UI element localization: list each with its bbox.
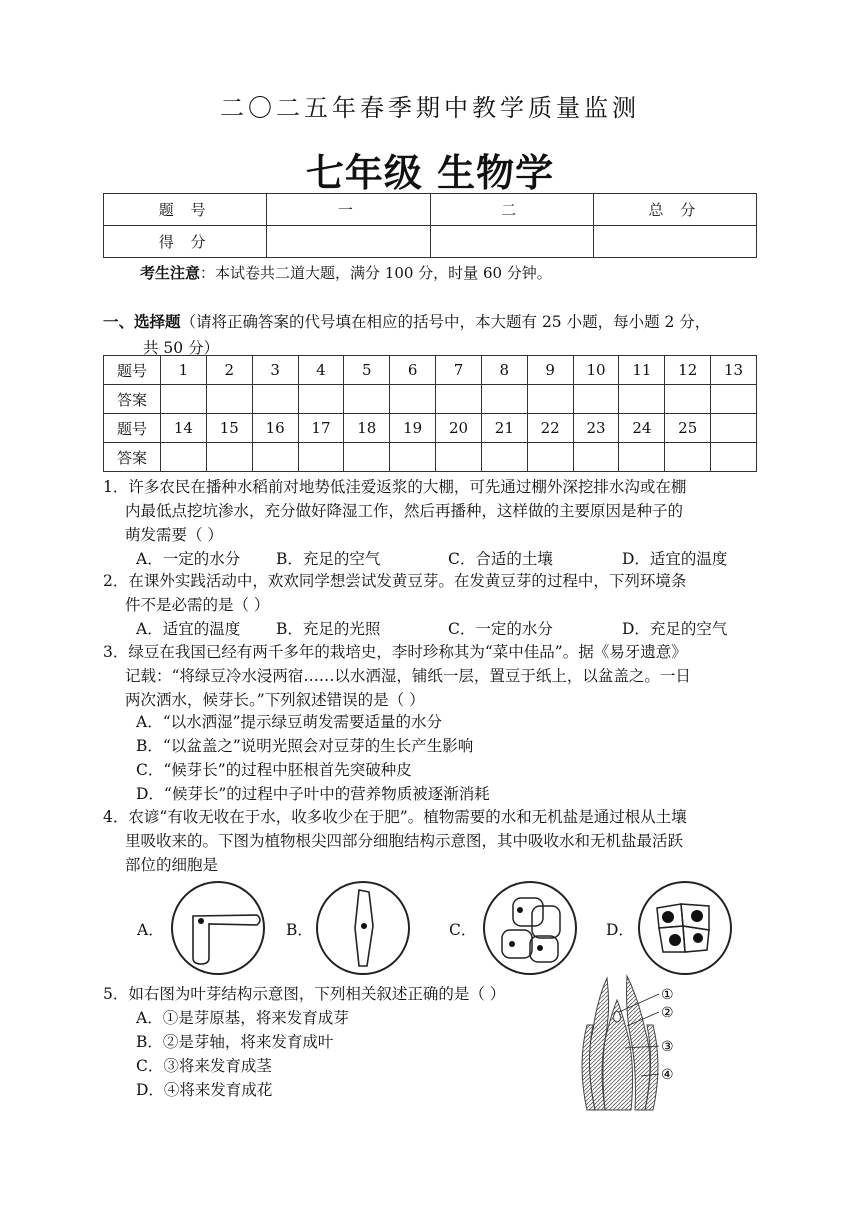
section-1-header (103, 309, 763, 361)
answer-cell (161, 443, 207, 472)
question-1 (103, 475, 763, 547)
q3-option-a: A．“以水洒湿”提示绿豆萌发需要适量的水分 (136, 713, 443, 731)
q1-line: 内最低点挖坑渗水，充分做好降湿工作，然后再播种，这样做的主要原因是种子的 (125, 502, 684, 520)
q1-option-c: C．合适的土壤 (448, 550, 553, 568)
question-number-cell: 7 (436, 356, 482, 385)
answer-cell (527, 443, 573, 472)
q4-figure-label-d: D． (606, 921, 634, 939)
question-number-cell: 17 (298, 414, 344, 443)
question-number-cell: 22 (527, 414, 573, 443)
root-hair-cell-figure (165, 878, 275, 978)
question-number-cell: 3 (252, 356, 298, 385)
section-instruction: （请将正确答案的代号填在相应的括号中，本大题有 25 小题，每小题 2 分， (180, 313, 711, 331)
q1-option-b: B．充足的空气 (276, 550, 381, 568)
answer-cell (711, 385, 757, 414)
answer-cell (573, 443, 619, 472)
question-number-cell (711, 414, 757, 443)
q2-option-b: B．充足的光照 (276, 620, 381, 638)
question-number-cell: 13 (711, 356, 757, 385)
question-number-cell: 11 (619, 356, 665, 385)
answer-cell (206, 443, 252, 472)
answer-table (103, 355, 757, 472)
section-heading: 一、选择题 (103, 313, 181, 331)
q4-line: 里吸收来的。下图为植物根尖四部分细胞结构示意图，其中吸收水和无机盐最活跃 (125, 832, 684, 850)
q1-options (136, 547, 756, 569)
score-cell (267, 226, 430, 258)
q5-option-c: C．③将来发育成茎 (136, 1057, 272, 1075)
candidate-notice (140, 262, 552, 283)
num-label: 题号 (104, 356, 161, 385)
answer-cell (527, 385, 573, 414)
question-number-cell: 21 (481, 414, 527, 443)
question-number-cell: 18 (344, 414, 390, 443)
score-header-cell: 一 (267, 194, 430, 226)
q1-line: 1．许多农民在播种水稻前对地势低洼爱返浆的大棚，可先通过棚外深挖排水沟或在棚 (103, 478, 687, 496)
q4-line: 部位的细胞是 (125, 856, 219, 874)
q1-option-d: D．适宜的温度 (622, 550, 728, 568)
exam-subtitle: 二〇二五年春季期中教学质量监测 (220, 94, 640, 122)
leaf-bud-figure (565, 970, 695, 1120)
question-4 (103, 805, 763, 877)
question-number-cell: 5 (344, 356, 390, 385)
bud-marker-2: ② (661, 1005, 674, 1021)
question-number-cell: 4 (298, 356, 344, 385)
bud-marker-3: ③ (661, 1039, 674, 1055)
answer-cell (344, 443, 390, 472)
answer-cell (206, 385, 252, 414)
q5-option-a: A．①是芽原基，将来发育成芽 (136, 1009, 349, 1027)
q2-option-a: A．适宜的温度 (136, 620, 241, 638)
q5-line: 5．如右图为叶芽结构示意图，下列相关叙述正确的是（ ） (103, 985, 506, 1003)
q3-option-c: C．“候芽长”的过程中胚根首先突破种皮 (136, 761, 412, 779)
meristem-cell-figure (480, 878, 580, 978)
answer-cell (252, 385, 298, 414)
q3-line: 记载：“将绿豆冷水浸两宿……以水洒湿，铺纸一层，置豆于纸上，以盆盖之。一日 (125, 667, 691, 685)
question-number-cell: 19 (390, 414, 436, 443)
answer-cell (161, 385, 207, 414)
question-number-cell: 20 (436, 414, 482, 443)
answer-cell (390, 385, 436, 414)
answer-cell (436, 443, 482, 472)
answer-label: 答案 (104, 385, 161, 414)
score-header-cell: 二 (430, 194, 593, 226)
root-cap-cell-figure (635, 878, 735, 978)
answer-cell (298, 443, 344, 472)
q2-option-c: C．一定的水分 (448, 620, 553, 638)
notice-label: 考生注意 (140, 264, 201, 282)
q3-option-d: D．“候芽长”的过程中子叶中的营养物质被逐渐消耗 (136, 785, 490, 803)
question-number-cell: 16 (252, 414, 298, 443)
q4-line: 4．农谚“有收无收在于水，收多收少在于肥”。植物需要的水和无机盐是通过根从土壤 (103, 808, 687, 826)
score-table (103, 193, 757, 258)
answer-cell (619, 443, 665, 472)
q2-options (136, 617, 756, 639)
answer-cell (252, 443, 298, 472)
section-instruction-cont: 共 50 分） (143, 339, 220, 357)
q3-options (136, 710, 490, 806)
answer-cell (390, 443, 436, 472)
q5-option-b: B．②是芽轴，将来发育成叶 (136, 1033, 334, 1051)
question-number-cell: 25 (665, 414, 711, 443)
answer-cell (481, 385, 527, 414)
question-number-cell: 1 (161, 356, 207, 385)
q2-option-d: D．充足的空气 (622, 620, 728, 638)
question-number-cell: 8 (481, 356, 527, 385)
question-5 (103, 982, 543, 1006)
elongation-cell-figure (313, 878, 413, 978)
answer-cell (298, 385, 344, 414)
question-number-cell: 12 (665, 356, 711, 385)
q3-line: 两次洒水，候芽长。”下列叙述错误的是（ ） (125, 691, 425, 709)
q1-line: 萌发需要（ ） (125, 526, 223, 544)
q4-figure-label-b: B． (286, 921, 313, 939)
score-header-cell: 总 分 (593, 194, 756, 226)
q2-line: 2．在课外实践活动中，欢欢同学想尝试发黄豆芽。在发黄豆芽的过程中，下列环境条 (103, 572, 687, 590)
question-number-cell: 15 (206, 414, 252, 443)
q1-option-a: A．一定的水分 (136, 550, 241, 568)
answer-cell (665, 443, 711, 472)
question-number-cell: 10 (573, 356, 619, 385)
score-cell (593, 226, 756, 258)
q5-options (136, 1006, 349, 1102)
question-number-cell: 14 (161, 414, 207, 443)
q3-option-b: B．“以盆盖之”说明光照会对豆芽的生长产生影响 (136, 737, 474, 755)
answer-cell (481, 443, 527, 472)
score-row-label: 得 分 (104, 226, 267, 258)
question-number-cell: 2 (206, 356, 252, 385)
score-header-cell: 题 号 (104, 194, 267, 226)
question-number-cell: 24 (619, 414, 665, 443)
question-2 (103, 569, 763, 617)
q5-option-d: D．④将来发育成花 (136, 1081, 273, 1099)
bud-marker-1: ① (661, 987, 674, 1003)
q4-figure-label-a: A． (137, 921, 164, 939)
answer-cell (619, 385, 665, 414)
answer-cell (711, 443, 757, 472)
score-cell (430, 226, 593, 258)
answer-cell (344, 385, 390, 414)
question-3 (103, 640, 763, 712)
answer-cell (573, 385, 619, 414)
exam-title: 七年级 生物学 (305, 151, 555, 195)
q3-line: 3．绿豆在我国已经有两千多年的栽培史，李时珍称其为“菜中佳品”。据《易牙遗意》 (103, 643, 687, 661)
bud-marker-4: ④ (661, 1067, 674, 1083)
answer-label: 答案 (104, 443, 161, 472)
q2-line: 件不是必需的是（ ） (125, 596, 270, 614)
answer-cell (436, 385, 482, 414)
question-number-cell: 6 (390, 356, 436, 385)
question-number-cell: 9 (527, 356, 573, 385)
answer-cell (665, 385, 711, 414)
notice-text: ：本试卷共二道大题，满分 100 分，时量 60 分钟。 (200, 264, 552, 282)
question-number-cell: 23 (573, 414, 619, 443)
q4-figure-label-c: C． (449, 921, 477, 939)
num-label: 题号 (104, 414, 161, 443)
